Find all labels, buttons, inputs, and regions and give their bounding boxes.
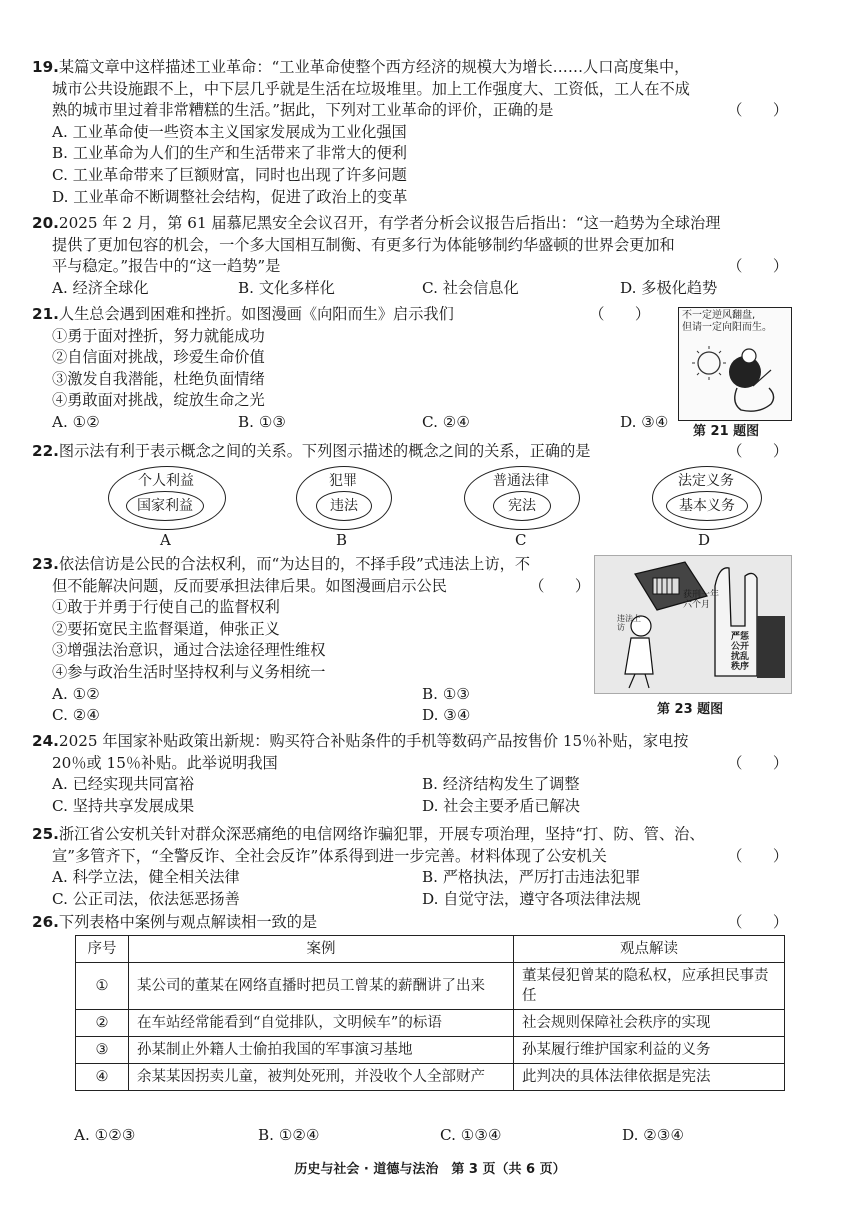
option-b: B. 经济结构发生了调整 [422,775,580,794]
cartoon-figure-21 [678,307,792,421]
question-number: 19. [32,58,59,76]
question-stem-line: 平与稳定。”报告中的“这一趋势”是 [52,257,281,276]
question-stem-line: 某篇文章中这样描述工业革命：“工业革命使整个西方经济的规模大为增长……人口高度集中， [58,58,690,76]
diagram-label: B [336,531,348,549]
case-table [75,935,785,1091]
answer-bracket: （ ） [727,753,788,772]
question-24 [32,731,788,817]
cartoon-caption-line: 但请一定向阳而生。 [682,322,772,333]
option-a: A. 已经实现共同富裕 [52,775,195,794]
option-b: B. 工业革命为人们的生产和生活带来了非常大的便利 [52,144,407,163]
table-cell: ② [76,1010,129,1037]
question-stem-line: 20％或 15％补贴。此举说明我国 [52,753,278,772]
statement-2: ②要拓宽民主监督渠道，伸张正义 [52,619,280,638]
cartoon-caption-line: 不一定逆风翻盘, [682,310,756,321]
table-cell: 某公司的董某在网络直播时把员工曾某的薪酬讲了出来 [129,963,514,1010]
question-stem-line: 图示法有利于表示概念之间的关系。下列图示描述的概念之间的关系，正确的是 [58,442,591,460]
question-stem-line: 下列表格中案例与观点解读相一致的是 [58,913,318,931]
table-cell: ① [76,963,129,1010]
table-row [76,1064,785,1091]
answer-bracket: （ ） [727,846,788,865]
answer-bracket: （ ） [727,913,788,931]
question-number: 25. [32,825,59,843]
table-header-cell: 序号 [76,936,129,963]
answer-bracket: （ ） [727,257,788,276]
question-stem-line: 宣”多管齐下，“全警反诈、全社会反诈”体系得到进一步完善。材料体现了公安机关 [52,846,607,865]
question-stem-line: 依法信访是公民的合法权利，而“为达目的，不择手段”式违法上访，不 [58,555,531,573]
diagram-label: D [698,531,711,549]
question-number: 23. [32,555,59,573]
question-number: 26. [32,913,59,931]
outer-concept-label: 个人利益 [138,473,194,489]
option-c: C. 社会信息化 [422,278,519,297]
statement-3: ③激发自我潜能，杜绝负面情绪 [52,369,265,388]
option-c: C. 公正司法，依法惩恶扬善 [52,889,240,908]
option-d: D. 自觉守法，遵守各项法律法规 [422,889,641,908]
diagram-label: A [160,531,171,549]
statement-2: ②自信面对挑战，珍爱生命价值 [52,348,265,367]
question-number: 20. [32,214,59,232]
inner-concept-label: 基本义务 [666,491,748,521]
option-d: D. ③④ [422,706,471,725]
statement-1: ①勇于面对挫折，努力就能成功 [52,326,265,345]
inner-concept-label: 国家利益 [126,491,204,521]
statement-3: ③增强法治意识，通过合法途径理性维权 [52,641,326,660]
petition-sign-label: 违法上访 [617,614,641,632]
table-cell: 孙某履行维护国家利益的义务 [514,1037,785,1064]
option-c: C. ①③④ [440,1126,502,1144]
question-stem-line: 人生总会遇到困难和挫折。如图漫画《向阳而生》启示我们 [58,305,454,323]
question-stem-line: 但不能解决问题，反而要承担法律后果。如图漫画启示公民 [52,576,447,595]
option-a: A. ①②③ [74,1126,136,1144]
option-d: D. 社会主要矛盾已解决 [422,796,580,815]
table-row [76,1010,785,1037]
answer-bracket: （ ） [589,305,650,323]
outer-concept-label: 法定义务 [678,473,734,489]
option-b: B. ①②④ [258,1126,320,1144]
option-c: C. ②④ [422,412,470,431]
outer-concept-label: 普通法律 [493,473,549,489]
sunflower-cartoon-icon [679,308,791,420]
question-stem-line: 浙江省公安机关针对群众深恶痛绝的电信网络诈骗犯罪，开展专项治理，坚持“打、防、管、治、 [58,825,705,843]
option-a: A. ①② [52,412,100,431]
table-cell: 在车站经常能看到“自觉排队，文明候车”的标语 [129,1010,514,1037]
statement-4: ④参与政治生活时坚持权利与义务相统一 [52,662,326,681]
table-header-row [76,936,785,963]
table-cell: ③ [76,1037,129,1064]
table-cell: ④ [76,1064,129,1091]
outer-concept-label: 犯罪 [329,473,357,489]
table-cell: 孙某制止外籍人士偷拍我国的军事演习基地 [129,1037,514,1064]
option-b: B. ①③ [238,412,287,431]
question-26-options [52,1125,788,1147]
answer-bracket: （ ） [727,442,788,460]
question-stem-line: 提供了更加包容的机会，一个多大国相互制衡、有更多行为体能够制约华盛顿的世界会更加和 [52,235,675,254]
question-stem-line: 熟的城市里过着非常糟糕的生活。”据此，下列对工业革命的评价，正确的是 [52,101,554,120]
option-a: A. 科学立法，健全相关法律 [52,868,240,887]
option-c: C. 工业革命带来了巨额财富，同时也出现了许多问题 [52,165,407,184]
question-stem-line: 城市公共设施跟不上，中下层几乎就是生活在垃圾堆里。加上工作强度大、工资低，工人在不成 [52,79,690,98]
sentence-label: 获刑一年六个月 [683,590,720,610]
figure-23-caption: 第 23 题图 [657,702,724,717]
question-20 [32,213,788,299]
figure-21-caption: 第 21 题图 [693,424,760,439]
question-19 [32,57,788,208]
statement-4: ④勇敢面对挑战，绽放生命之光 [52,391,265,410]
table-cell: 此判决的具体法律依据是宪法 [514,1064,785,1091]
option-c: C. 坚持共享发展成果 [52,796,195,815]
question-22 [32,441,788,463]
answer-bracket: （ ） [727,101,788,120]
diagram-label: C [515,531,527,549]
option-d: D. 多极化趋势 [620,278,718,297]
question-number: 24. [32,732,59,750]
inner-concept-label: 违法 [316,491,372,521]
question-number: 21. [32,305,59,323]
statement-1: ①敢于并勇于行使自己的监督权利 [52,598,280,617]
table-row [76,963,785,1010]
option-d: D. ③④ [620,412,669,431]
option-b: B. ①③ [422,684,471,703]
option-c: C. ②④ [52,706,100,725]
option-a: A. 经济全球化 [52,278,149,297]
option-b: B. 严格执法，严厉打击违法犯罪 [422,868,641,887]
cartoon-figure-23 [594,555,792,694]
hand-sign-label: 严惩公开扰乱秩序 [731,632,750,672]
question-stem-line: 2025 年国家补贴政策出新规：购买符合补贴条件的手机等数码产品按售价 15％补贴，家电按 [58,732,689,750]
table-header-cell: 观点解读 [514,936,785,963]
question-number: 22. [32,442,59,460]
option-a: A. ①② [52,684,100,703]
question-26 [32,912,788,934]
table-cell: 董某侵犯曾某的隐私权，应承担民事责任 [514,963,785,1010]
answer-bracket: （ ） [529,576,590,595]
page-footer: 历史与社会 · 道德与法治 第 3 页（共 6 页） [294,1162,566,1177]
option-d: D. ②③④ [622,1126,685,1144]
table-header-cell: 案例 [129,936,514,963]
table-row [76,1037,785,1064]
question-25 [32,824,788,910]
option-a: A. 工业革命使一些资本主义国家发展成为工业化强国 [52,122,407,141]
table-cell: 余某某因拐卖儿童，被判处死刑，并没收个人全部财产 [129,1064,514,1091]
question-stem-line: 2025 年 2 月，第 61 届慕尼黑安全会议召开，有学者分析会议报告后指出：“这一趋势为全球治理 [58,214,721,232]
option-b: B. 文化多样化 [238,278,335,297]
table-cell: 社会规则保障社会秩序的实现 [514,1010,785,1037]
inner-concept-label: 宪法 [493,491,551,521]
option-d: D. 工业革命不断调整社会结构，促进了政治上的变革 [52,187,408,206]
